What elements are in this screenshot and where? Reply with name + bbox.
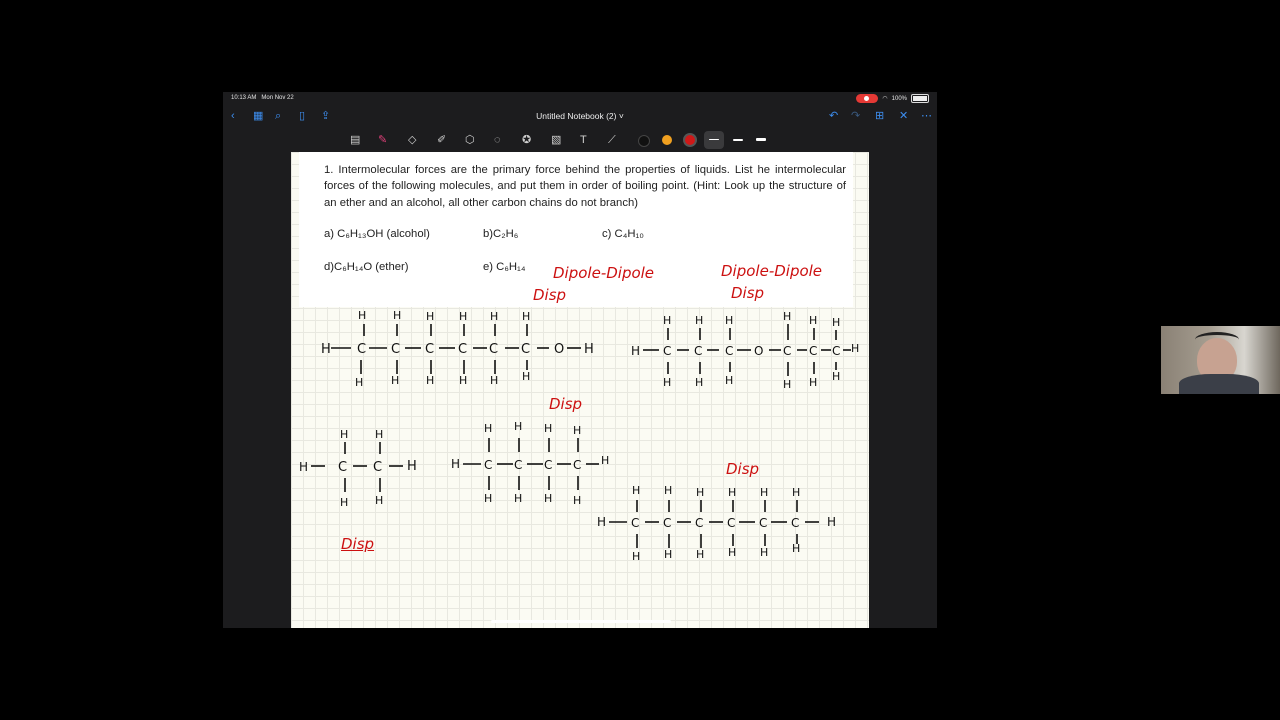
ether-force-disp: Disp (731, 284, 765, 302)
ether-force-dipole: Dipole-Dipole (721, 262, 823, 280)
notebook-page[interactable] (291, 152, 869, 628)
svg-text:H: H (792, 542, 801, 555)
svg-text:C: C (458, 342, 468, 357)
svg-text:H: H (783, 310, 792, 323)
svg-text:H: H (664, 484, 673, 497)
text-icon[interactable]: T (580, 134, 587, 146)
svg-text:H: H (459, 374, 468, 387)
svg-text:H: H (490, 374, 499, 387)
svg-text:C: C (338, 460, 348, 475)
webcam-overlay (1161, 326, 1280, 394)
highlighter-icon[interactable]: ✐ (437, 134, 447, 146)
svg-text:H: H (809, 314, 818, 327)
svg-text:H: H (375, 428, 384, 441)
svg-text:H: H (664, 548, 673, 561)
option-c: c) C₄H₁₀ (602, 228, 644, 240)
image-icon[interactable]: ▧ (551, 134, 562, 146)
close-icon[interactable]: ✕ (899, 110, 909, 122)
option-a: a) C₆H₁₃OH (alcohol) (324, 228, 430, 240)
ipad-screen (223, 92, 937, 628)
svg-text:H: H (299, 460, 309, 474)
svg-text:H: H (696, 486, 705, 499)
svg-text:H: H (426, 310, 435, 323)
svg-text:H: H (760, 486, 769, 499)
presenter-shoulders (1179, 374, 1259, 394)
stroke-thick[interactable] (756, 138, 766, 141)
svg-text:C: C (725, 344, 734, 358)
alcohol-force-disp: Disp (533, 286, 567, 304)
svg-text:H: H (760, 546, 769, 559)
headphones-icon (1195, 332, 1239, 347)
svg-text:H: H (573, 424, 582, 437)
svg-text:H: H (695, 376, 704, 389)
search-icon[interactable]: ⌕ (275, 110, 282, 122)
svg-text:C: C (791, 516, 800, 530)
svg-text:C: C (663, 516, 672, 530)
svg-text:C: C (373, 460, 383, 475)
svg-text:H: H (832, 316, 841, 329)
svg-text:C: C (759, 516, 768, 530)
status-bar (223, 92, 937, 106)
svg-text:H: H (792, 486, 801, 499)
svg-text:C: C (832, 344, 841, 358)
svg-text:H: H (340, 496, 349, 509)
alcohol-force-dipole: Dipole-Dipole (553, 264, 655, 282)
hexane-structure (609, 500, 819, 548)
svg-text:H: H (514, 492, 523, 505)
svg-text:H: H (355, 376, 364, 389)
screen-record-icon[interactable] (856, 94, 878, 103)
ethane-structure (311, 442, 403, 492)
svg-text:H: H (827, 515, 837, 529)
stroke-thin[interactable] (709, 139, 719, 140)
svg-text:H: H (393, 309, 402, 322)
ethane-force-disp: Disp (341, 535, 375, 553)
nav-bar (223, 106, 937, 126)
sticker-icon[interactable]: ✪ (522, 134, 532, 146)
wifi-icon: ◠ (882, 96, 888, 102)
svg-text:H: H (522, 370, 531, 383)
more-icon[interactable]: ⋯ (921, 110, 932, 122)
svg-text:H: H (451, 457, 461, 471)
svg-text:H: H (601, 454, 610, 467)
svg-text:H: H (490, 310, 499, 323)
svg-text:H: H (340, 428, 349, 441)
svg-text:H: H (832, 370, 841, 383)
svg-text:H: H (426, 374, 435, 387)
svg-text:O: O (754, 344, 764, 358)
undo-icon[interactable]: ↶ (829, 110, 839, 122)
option-b: b)C₂H₆ (483, 228, 519, 240)
tool-bar (223, 128, 937, 152)
hexane-force-disp: Disp (726, 460, 760, 478)
svg-text:C: C (694, 344, 703, 358)
svg-text:C: C (521, 342, 531, 357)
svg-text:H: H (514, 420, 523, 433)
svg-text:H: H (728, 546, 737, 559)
svg-text:H: H (573, 494, 582, 507)
svg-text:C: C (544, 458, 553, 472)
svg-text:H: H (544, 492, 553, 505)
svg-text:H: H (484, 492, 493, 505)
ether-structure (643, 324, 851, 376)
share-icon[interactable]: ⇪ (321, 110, 331, 122)
svg-text:H: H (375, 494, 384, 507)
svg-text:H: H (663, 376, 672, 389)
svg-text:H: H (632, 484, 641, 497)
svg-text:C: C (484, 458, 493, 472)
stroke-selected-bg (704, 131, 724, 149)
battery-percent: 100% (891, 95, 907, 102)
svg-text:H: H (358, 309, 367, 322)
svg-text:C: C (809, 344, 818, 358)
svg-text:H: H (597, 515, 607, 529)
svg-text:H: H (728, 486, 737, 499)
add-page-icon[interactable]: ⊞ (875, 110, 885, 122)
grid-icon[interactable]: ▦ (253, 110, 264, 122)
svg-text:C: C (357, 342, 367, 357)
redo-icon[interactable]: ↷ (851, 110, 861, 122)
svg-text:H: H (632, 550, 641, 563)
svg-text:C: C (514, 458, 523, 472)
lasso-icon[interactable]: ◌ (494, 134, 501, 146)
shape-icon[interactable]: ⬡ (465, 134, 475, 146)
svg-text:H: H (696, 548, 705, 561)
svg-text:C: C (573, 458, 582, 472)
pen-icon[interactable]: ✎ (378, 134, 388, 146)
svg-text:C: C (489, 342, 499, 357)
svg-text:C: C (727, 516, 736, 530)
svg-text:H: H (484, 422, 493, 435)
svg-text:H: H (321, 342, 331, 357)
svg-text:H: H (851, 342, 860, 355)
color-red-swatch[interactable] (685, 135, 695, 145)
bookmark-icon[interactable]: ▯ (299, 110, 306, 122)
svg-text:H: H (407, 459, 417, 474)
notebook-title[interactable]: Untitled Notebook (2) ˅ (536, 111, 624, 121)
svg-text:H: H (459, 310, 468, 323)
svg-text:C: C (631, 516, 640, 530)
svg-text:H: H (783, 378, 792, 391)
svg-text:H: H (725, 374, 734, 387)
status-time: 10:13 AM Mon Nov 22 (231, 95, 294, 101)
svg-text:H: H (584, 342, 594, 357)
svg-text:C: C (425, 342, 435, 357)
question-text: 1. Intermolecular forces are the primary force behind the properties of liquids. List he intermolecular forces of the following molecules, and put them in order of boiling point. (Hint: Look up the structure of an ether and an alcohol, all other carbon chains do not branch) (324, 164, 846, 209)
option-d: d)C₆H₁₄O (ether) (324, 261, 409, 273)
laser-icon[interactable]: ⟋ (608, 134, 616, 146)
color-black-swatch[interactable] (638, 135, 650, 147)
option-e: e) C₆H₁₄ (483, 261, 526, 273)
read-mode-icon[interactable]: ▤ (350, 134, 361, 146)
svg-text:H: H (695, 314, 704, 327)
svg-text:C: C (783, 344, 792, 358)
stroke-medium[interactable] (733, 139, 743, 141)
back-icon[interactable]: ‹ (231, 110, 235, 122)
svg-text:O: O (554, 342, 565, 357)
battery-icon (911, 94, 929, 103)
svg-text:C: C (663, 344, 672, 358)
color-orange-swatch[interactable] (662, 135, 672, 145)
svg-text:H: H (544, 422, 553, 435)
svg-text:H: H (663, 314, 672, 327)
handwritten-structures (291, 152, 869, 628)
svg-text:H: H (809, 376, 818, 389)
butane-force-disp: Disp (549, 395, 583, 413)
eraser-icon[interactable]: ◇ (408, 134, 417, 146)
alcohol-structure (331, 324, 581, 374)
svg-text:C: C (695, 516, 704, 530)
status-right (856, 94, 929, 103)
svg-text:H: H (391, 374, 400, 387)
svg-text:H: H (725, 314, 734, 327)
svg-text:H: H (631, 344, 641, 358)
svg-text:C: C (391, 342, 401, 357)
svg-text:H: H (522, 310, 531, 323)
home-indicator[interactable] (491, 620, 671, 623)
